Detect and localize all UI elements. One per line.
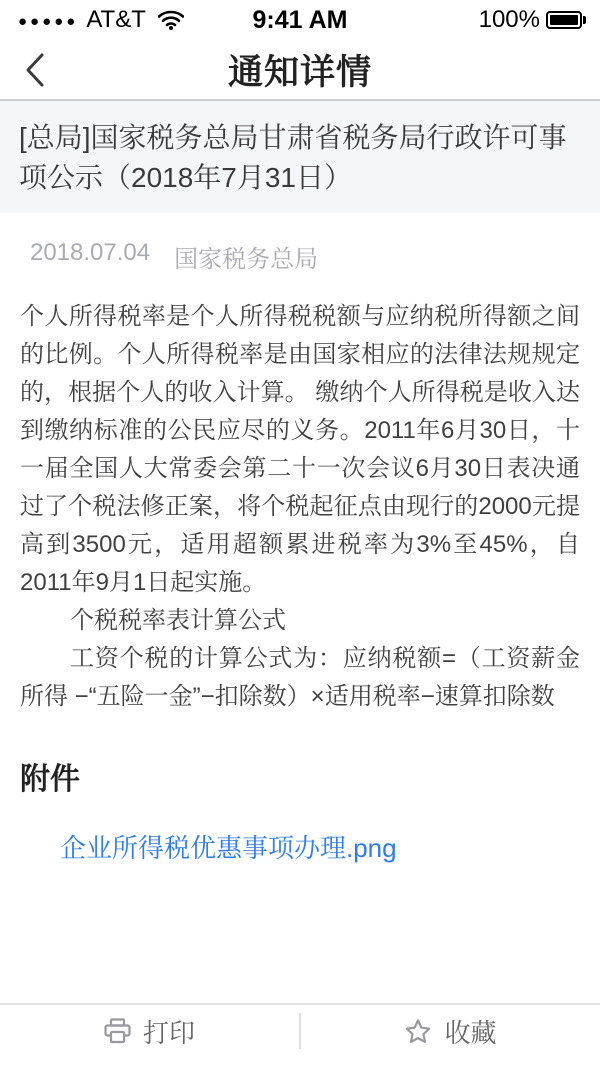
attachment-file-link[interactable]: 企业所得税优惠事项办理.png bbox=[60, 833, 397, 863]
notice-title-banner bbox=[0, 101, 600, 213]
attachments-section bbox=[0, 716, 600, 865]
carrier-label: AT&T bbox=[86, 6, 146, 33]
print-button[interactable] bbox=[0, 1012, 299, 1050]
notice-date: 2018.07.04 bbox=[30, 239, 151, 266]
printer-icon bbox=[104, 1018, 131, 1044]
nav-bar bbox=[0, 40, 600, 101]
page-title: 通知详情 bbox=[227, 52, 372, 92]
notice-meta bbox=[0, 213, 600, 274]
bottom-toolbar bbox=[0, 1003, 600, 1067]
battery-icon bbox=[546, 11, 586, 29]
cell-signal-icon: ●●●●● bbox=[18, 12, 79, 30]
status-bar bbox=[0, 0, 600, 40]
body-paragraph: 工资个税的计算公式为：应纳税额=（工资薪金所得 −“五险一金”−扣除数）×适用税率−速算扣除数 bbox=[20, 645, 580, 710]
chevron-left-icon bbox=[24, 52, 46, 88]
print-label: 打印 bbox=[142, 1017, 195, 1048]
body-paragraph: 个税税率表计算公式 bbox=[70, 607, 286, 634]
clock-label: 9:41 AM bbox=[252, 5, 348, 34]
notice-body bbox=[0, 274, 600, 716]
attachments-heading: 附件 bbox=[20, 763, 80, 796]
notice-source: 国家税务总局 bbox=[174, 246, 319, 273]
battery-percent-label: 100% bbox=[478, 6, 540, 33]
star-icon bbox=[404, 1018, 432, 1045]
body-paragraph: 个人所得税率是个人所得税税额与应纳税所得额之间的比例。个人所得税率是由国家相应的法律法规规定的，根据个人的收入计算。 缴纳个人所得税是收入达到缴纳标准的公民应尽的义务。2011年6月30日，十一届全国人大常委会第二十一次会议6月30日表决通过了个税法修正案，将个税起征点由现行的2000元提高到3500元，适用超额累进税率为3%至45%，自2011年9月1日起实施。 bbox=[20, 303, 580, 596]
back-button[interactable] bbox=[14, 40, 56, 99]
notice-title: [总局]国家税务总局甘肃省税务局行政许可事项公示（2018年7月31日） bbox=[19, 122, 567, 193]
status-right bbox=[479, 6, 586, 34]
favorite-button[interactable] bbox=[301, 1012, 600, 1050]
favorite-label: 收藏 bbox=[444, 1017, 497, 1048]
